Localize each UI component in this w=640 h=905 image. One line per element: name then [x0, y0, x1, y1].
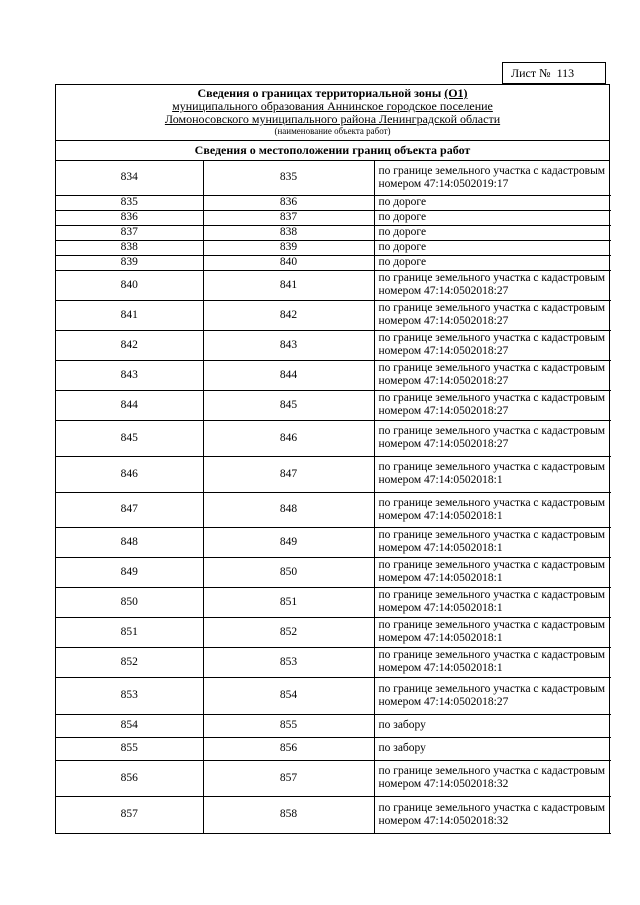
- title-prefix: Сведения о границах территориальной зоны: [197, 86, 445, 100]
- point-to-cell: 858: [203, 796, 374, 833]
- point-to-cell: 847: [203, 456, 374, 492]
- point-to-cell: 840: [203, 255, 374, 270]
- point-to-cell: 844: [203, 360, 374, 390]
- point-from-cell: 850: [56, 587, 203, 617]
- point-from-cell: 845: [56, 420, 203, 456]
- table-row: [56, 527, 611, 557]
- point-from-cell: 841: [56, 300, 203, 330]
- table-row: [56, 760, 611, 796]
- point-from-cell: 855: [56, 737, 203, 760]
- boundary-description-cell: по границе земельного участка с кадастровым номером 47:14:0502018:1: [374, 456, 611, 492]
- boundary-description-cell: по границе земельного участка с кадастровым номером 47:14:0502018:32: [374, 796, 611, 833]
- boundary-description-cell: по границе земельного участка с кадастровым номером 47:14:0502018:27: [374, 420, 611, 456]
- point-from-cell: 834: [56, 161, 203, 195]
- point-from-cell: 835: [56, 195, 203, 210]
- boundary-description-cell: по границе земельного участка с кадастровым номером 47:14:0502018:32: [374, 760, 611, 796]
- sheet-label: Лист №: [511, 66, 551, 80]
- point-to-cell: 838: [203, 225, 374, 240]
- point-to-cell: 836: [203, 195, 374, 210]
- table-row: [56, 492, 611, 527]
- table-row: [56, 161, 611, 195]
- boundary-description-cell: по границе земельного участка с кадастровым номером 47:14:0502018:27: [374, 390, 611, 420]
- boundary-description-cell: по границе земельного участка с кадастровым номером 47:14:0502018:27: [374, 360, 611, 390]
- boundary-description-cell: по границе земельного участка с кадастровым номером 47:14:0502018:27: [374, 300, 611, 330]
- table-row: [56, 420, 611, 456]
- document-header: [56, 84, 609, 141]
- boundary-description-cell: по границе земельного участка с кадастровым номером 47:14:0502018:1: [374, 617, 611, 647]
- document-frame: [55, 84, 610, 834]
- table-row: [56, 210, 611, 225]
- point-to-cell: 852: [203, 617, 374, 647]
- table-row: [56, 796, 611, 833]
- table-row: [56, 557, 611, 587]
- table-row: [56, 456, 611, 492]
- point-from-cell: 836: [56, 210, 203, 225]
- table-row: [56, 360, 611, 390]
- point-from-cell: 843: [56, 360, 203, 390]
- point-to-cell: 853: [203, 647, 374, 677]
- table-row: [56, 195, 611, 210]
- municipality-line: муниципального образования Аннинское городское поселение: [172, 99, 493, 113]
- point-to-cell: 857: [203, 760, 374, 796]
- boundary-table: [56, 161, 611, 834]
- boundary-description-cell: по границе земельного участка с кадастровым номером 47:14:0502018:1: [374, 527, 611, 557]
- point-to-cell: 856: [203, 737, 374, 760]
- point-from-cell: 853: [56, 677, 203, 714]
- table-row: [56, 587, 611, 617]
- point-to-cell: 839: [203, 240, 374, 255]
- point-from-cell: 846: [56, 456, 203, 492]
- point-from-cell: 849: [56, 557, 203, 587]
- table-row: [56, 737, 611, 760]
- boundary-description-cell: по дороге: [374, 240, 611, 255]
- point-from-cell: 851: [56, 617, 203, 647]
- point-from-cell: 847: [56, 492, 203, 527]
- table-row: [56, 225, 611, 240]
- point-from-cell: 857: [56, 796, 203, 833]
- point-to-cell: 849: [203, 527, 374, 557]
- point-from-cell: 856: [56, 760, 203, 796]
- section-title: Сведения о местоположении границ объекта работ: [56, 141, 609, 161]
- point-from-cell: 838: [56, 240, 203, 255]
- table-row: [56, 390, 611, 420]
- point-to-cell: 846: [203, 420, 374, 456]
- table-row: [56, 255, 611, 270]
- point-to-cell: 854: [203, 677, 374, 714]
- table-row: [56, 617, 611, 647]
- point-to-cell: 850: [203, 557, 374, 587]
- point-from-cell: 854: [56, 714, 203, 737]
- object-caption: (наименование объекта работ): [274, 126, 391, 136]
- table-row: [56, 330, 611, 360]
- point-to-cell: 835: [203, 161, 374, 195]
- boundary-description-cell: по границе земельного участка с кадастровым номером 47:14:0502018:1: [374, 647, 611, 677]
- table-row: [56, 300, 611, 330]
- boundary-description-cell: по границе земельного участка с кадастровым номером 47:14:0502018:27: [374, 270, 611, 300]
- point-to-cell: 842: [203, 300, 374, 330]
- boundary-description-cell: по границе земельного участка с кадастровым номером 47:14:0502019:17: [374, 161, 611, 195]
- boundary-description-cell: по границе земельного участка с кадастровым номером 47:14:0502018:1: [374, 557, 611, 587]
- point-to-cell: 848: [203, 492, 374, 527]
- point-to-cell: 843: [203, 330, 374, 360]
- point-to-cell: 855: [203, 714, 374, 737]
- table-row: [56, 677, 611, 714]
- boundary-description-cell: по границе земельного участка с кадастровым номером 47:14:0502018:1: [374, 492, 611, 527]
- point-from-cell: 852: [56, 647, 203, 677]
- boundary-description-cell: по забору: [374, 737, 611, 760]
- sheet-number-box: [502, 62, 606, 84]
- boundary-description-cell: по забору: [374, 714, 611, 737]
- boundary-description-cell: по границе земельного участка с кадастровым номером 47:14:0502018:27: [374, 330, 611, 360]
- point-from-cell: 848: [56, 527, 203, 557]
- boundary-description-cell: по дороге: [374, 210, 611, 225]
- point-from-cell: 840: [56, 270, 203, 300]
- table-row: [56, 714, 611, 737]
- point-to-cell: 851: [203, 587, 374, 617]
- boundary-description-cell: по границе земельного участка с кадастровым номером 47:14:0502018:1: [374, 587, 611, 617]
- sheet-number: 113: [556, 66, 575, 80]
- boundary-description-cell: по дороге: [374, 255, 611, 270]
- zone-code: (О1): [444, 86, 468, 100]
- table-row: [56, 270, 611, 300]
- boundary-table-body: [56, 161, 611, 833]
- district-line: Ломоносовского муниципального района Ленинградской области: [164, 112, 501, 126]
- boundary-description-cell: по дороге: [374, 195, 611, 210]
- boundary-description-cell: по границе земельного участка с кадастровым номером 47:14:0502018:27: [374, 677, 611, 714]
- point-to-cell: 841: [203, 270, 374, 300]
- point-to-cell: 837: [203, 210, 374, 225]
- point-from-cell: 837: [56, 225, 203, 240]
- point-to-cell: 845: [203, 390, 374, 420]
- table-row: [56, 240, 611, 255]
- point-from-cell: 842: [56, 330, 203, 360]
- table-row: [56, 647, 611, 677]
- boundary-description-cell: по дороге: [374, 225, 611, 240]
- point-from-cell: 844: [56, 390, 203, 420]
- point-from-cell: 839: [56, 255, 203, 270]
